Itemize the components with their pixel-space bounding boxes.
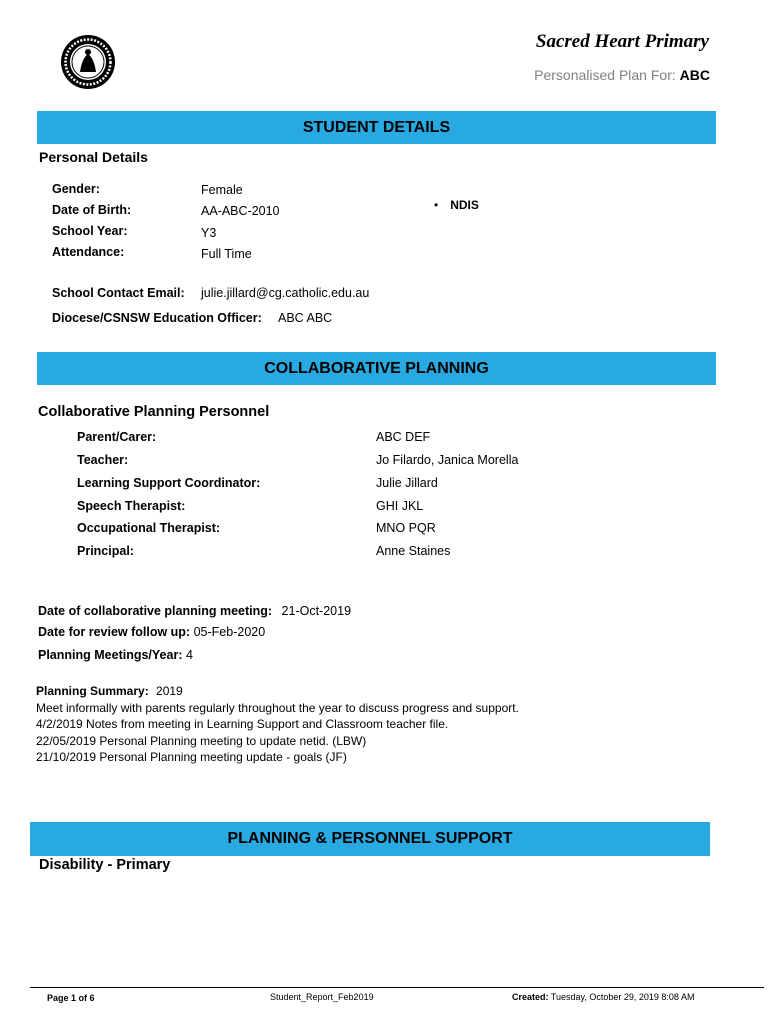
planning-summary — [36, 683, 519, 766]
officer-label: Diocese/CSNSW Education Officer: — [52, 311, 262, 325]
banner-planning-support-label: PLANNING & PERSONNEL SUPPORT — [227, 830, 513, 847]
disability-title: Disability - Primary — [39, 857, 171, 873]
meetings-per-year-label: Planning Meetings/Year: — [38, 648, 183, 662]
bullet-dot: • — [434, 198, 439, 212]
personnel-role: Teacher: — [77, 453, 129, 467]
footer-created-label: Created: — [512, 992, 549, 1002]
email-value: julie.jillard@cg.catholic.edu.au — [201, 286, 370, 300]
banner-student-details-label: STUDENT DETAILS — [302, 118, 451, 136]
personnel-role: Parent/Carer: — [77, 430, 157, 444]
review-date-value: 05-Feb-2020 — [193, 625, 266, 639]
plan-label: Personalised Plan For: — [534, 67, 676, 83]
personnel-name: Julie Jillard — [376, 476, 438, 490]
planning-summary-label: Planning Summary: — [36, 684, 149, 698]
summary-line: Meet informally with parents regularly throughout the year to discuss progress and support. — [36, 700, 519, 715]
officer-value: ABC ABC — [278, 311, 333, 325]
meeting-date-label: Date of collaborative planning meeting: — [38, 604, 273, 618]
banner-collaborative-planning — [37, 352, 716, 385]
plan-student: ABC — [679, 67, 710, 83]
summary-line: 4/2/2019 Notes from meeting in Learning Support and Classroom teacher file. — [36, 717, 449, 731]
footer-divider — [30, 987, 764, 988]
field-year-label: School Year: — [52, 224, 128, 238]
meeting-date-value: 21-Oct-2019 — [281, 604, 352, 618]
personnel-name: MNO PQR — [376, 521, 436, 535]
footer-page: Page 1 of 6 — [47, 993, 95, 1003]
personnel-role: Occupational Therapist: — [77, 521, 221, 535]
banner-collaborative-label: COLLABORATIVE PLANNING — [264, 359, 489, 377]
personnel-title: Collaborative Planning Personnel — [38, 404, 270, 420]
plan-for — [534, 67, 710, 83]
banner-student-details — [37, 111, 716, 144]
personnel-name: GHI JKL — [376, 499, 424, 513]
field-dob-value: AA-ABC-2010 — [201, 204, 280, 218]
field-dob-label: Date of Birth: — [52, 203, 132, 217]
planning-summary-heading — [36, 683, 519, 700]
footer-created — [512, 992, 694, 1002]
personnel-role: Principal: — [77, 544, 134, 558]
personnel-name: ABC DEF — [376, 430, 431, 444]
email-label: School Contact Email: — [52, 286, 185, 300]
personnel-name: Jo Filardo, Janica Morella — [376, 453, 519, 467]
meeting-date — [38, 604, 351, 618]
review-date-label: Date for review follow up: — [38, 625, 191, 639]
school-name: Sacred Heart Primary — [535, 31, 709, 52]
personnel-role: Learning Support Coordinator: — [77, 476, 261, 490]
bullet-ndis-text: NDIS — [450, 198, 479, 212]
personnel-name: Anne Staines — [376, 544, 451, 558]
field-attendance-value: Full Time — [201, 247, 252, 261]
summary-line: 22/05/2019 Personal Planning meeting to update netid. (LBW) — [36, 733, 367, 748]
planning-summary-year: 2019 — [156, 684, 183, 698]
field-year-value: Y3 — [201, 226, 217, 240]
footer-created-value: Tuesday, October 29, 2019 8:08 AM — [550, 992, 695, 1002]
summary-line: 21/10/2019 Personal Planning meeting update - goals (JF) — [36, 750, 347, 764]
school-logo — [60, 34, 116, 90]
personnel-role: Speech Therapist: — [77, 499, 186, 513]
field-attendance-label: Attendance: — [52, 245, 125, 259]
banner-planning-support — [30, 822, 710, 856]
personal-details-title: Personal Details — [39, 149, 148, 165]
review-date — [38, 625, 265, 639]
field-gender-value: Female — [201, 183, 243, 197]
meetings-per-year-value: 4 — [185, 648, 193, 662]
field-gender-label: Gender: — [52, 182, 100, 196]
bullet-ndis — [434, 198, 479, 212]
footer-doc-name: Student_Report_Feb2019 — [270, 992, 374, 1002]
meetings-per-year — [38, 648, 193, 662]
